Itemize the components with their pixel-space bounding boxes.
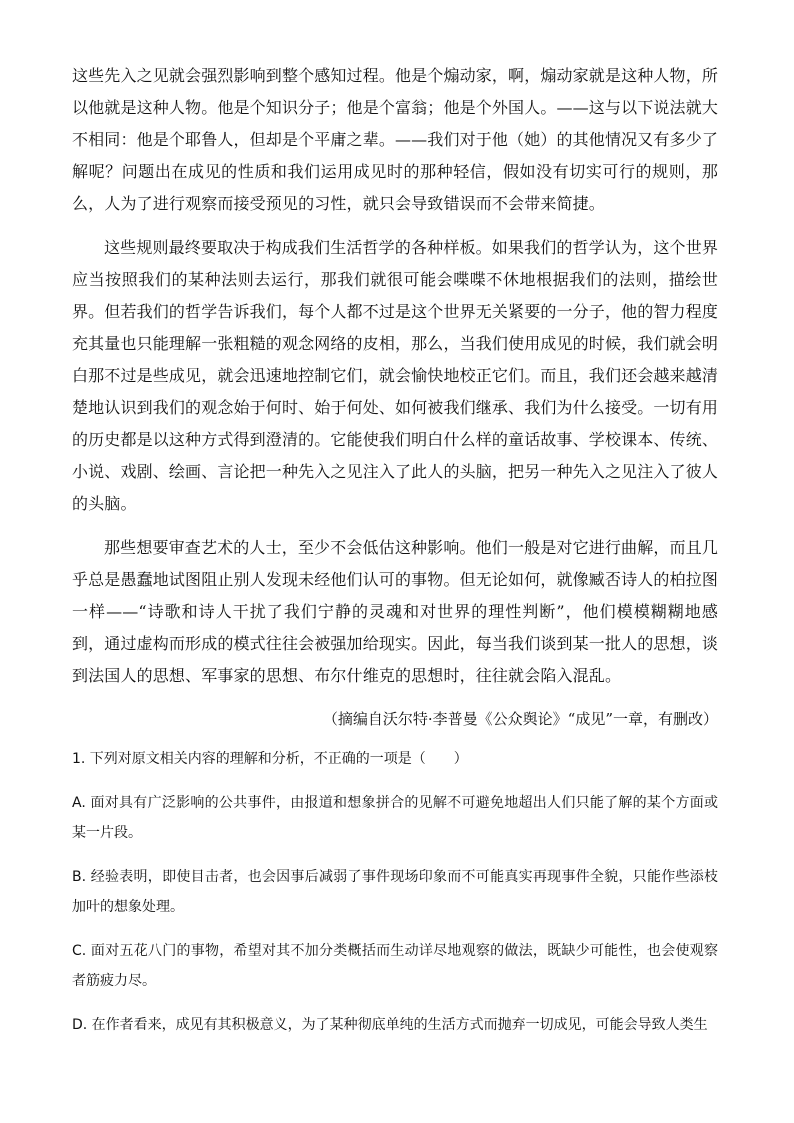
passage-paragraph-1: 这些先入之见就会强烈影响到整个感知过程。他是个煽动家，啊，煽动家就是这种人物，所以他就是这种人物。他是个知识分子；他是个富翁；他是个外国人。——这与以下说法就大不相同：他是个耶鲁人，但却是个平庸之辈。——我们对于他（她）的其他情况又有多少了解呢？问题出在成见的性质和我们运用成见时的那种轻信，假如没有切实可行的规则，那么，人为了进行观察而接受预见的习性，就只会导致错误而不会带来简捷。 xyxy=(72,66,719,213)
option-d: D. 在作者看来，成见有其积极意义，为了某种彻底单纯的生活方式而抛弃一切成见，可能会导致人类生 xyxy=(72,1017,708,1033)
source-citation: （摘编自沃尔特·李普曼《公众舆论》“成见”一章，有删改） xyxy=(322,710,718,728)
question-stem: 1. 下列对原文相关内容的理解和分析，不正确的一项是（ ） xyxy=(72,751,468,767)
option-a: A. 面对具有广泛影响的公共事件，由报道和想象拼合的见解不可避免地超出人们只能了解的某个方面或某一片段。 xyxy=(72,795,718,841)
passage-paragraph-3: 那些想要审查艺术的人士，至少不会低估这种影响。他们一般是对它进行曲解，而且几乎总是愚蠢地试图阻止别人发现未经他们认可的事物。但无论如何，就像臧否诗人的柏拉图一样——“诗歌和诗人干扰了我们宁静的灵魂和对世界的理性判断”，他们模模糊糊地感到，通过虚构而形成的模式往往会被强加给现实。因此，每当我们谈到某一批人的思想，谈到法国人的思想、军事家的思想、布尔什维克的思想时，往往就会陷入混乱。 xyxy=(72,538,719,685)
document-page xyxy=(72,60,718,1054)
option-c: C. 面对五花八门的事物，希望对其不加分类概括而生动详尽地观察的做法，既缺少可能性，也会使观察者筋疲力尽。 xyxy=(72,943,718,989)
option-b: B. 经验表明，即使目击者，也会因事后减弱了事件现场印象而不可能真实再现事件全貌，只能作些添枝加叶的想象处理。 xyxy=(72,869,718,915)
passage-paragraph-2: 这些规则最终要取决于构成我们生活哲学的各种样板。如果我们的哲学认为，这个世界应当按照我们的某种法则去运行，那我们就很可能会喋喋不休地根据我们的法则，描绘世界。但若我们的哲学告诉我们，每个人都不过是这个世界无关紧要的一分子，他的智力程度充其量也只能理解一张粗糙的观念网络的皮相，那么，当我们使用成见的时候，我们就会明白那不过是些成见，就会迅速地控制它们，就会愉快地校正它们。而且，我们还会越来越清楚地认识到我们的观念始于何时、始于何处、如何被我们继承、我们为什么接受。一切有用的历史都是以这种方式得到澄清的。它能使我们明白什么样的童话故事、学校课本、传统、小说、戏剧、绘画、言论把一种先入之见注入了此人的头脑，把另一种先入之见注入了彼人的头脑。 xyxy=(72,238,719,513)
